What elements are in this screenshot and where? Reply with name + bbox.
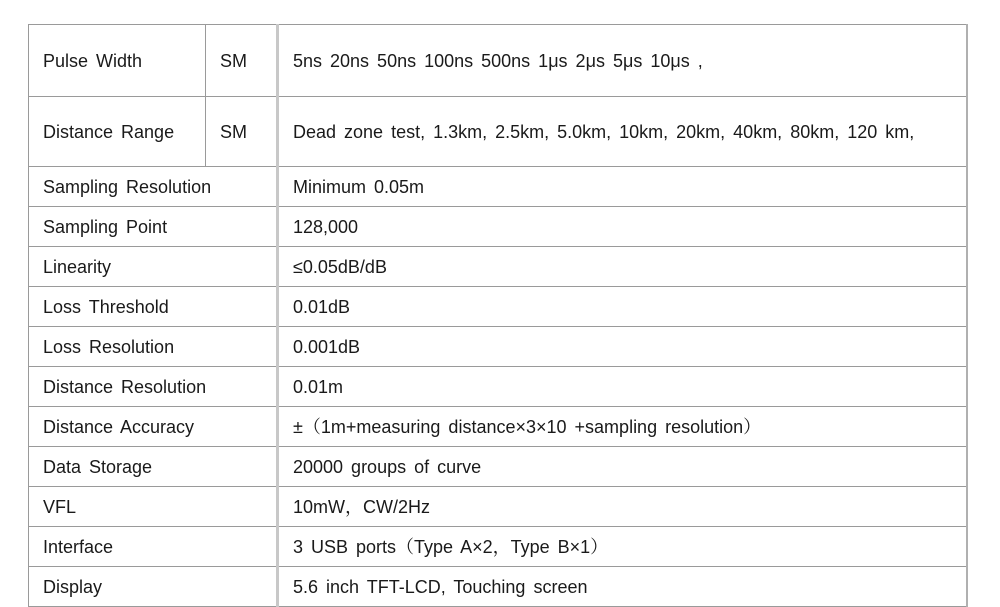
spec-value: 3 USB ports（Type A×2，Type B×1）: [278, 527, 968, 567]
spec-label: Display: [29, 567, 278, 607]
spec-value: 128,000: [278, 207, 968, 247]
table-row: [29, 327, 968, 367]
spec-value: ±（1m+measuring distance×3×10 +sampling resolution）: [278, 407, 968, 447]
spec-value: 0.01m: [278, 367, 968, 407]
spec-value: 0.01dB: [278, 287, 968, 327]
spec-table: [28, 24, 968, 607]
table-row: [29, 447, 968, 487]
spec-label: Sampling Point: [29, 207, 278, 247]
spec-label: Linearity: [29, 247, 278, 287]
spec-sublabel: SM: [206, 97, 278, 167]
spec-sublabel: SM: [206, 25, 278, 97]
spec-label: Loss Resolution: [29, 327, 278, 367]
table-row: [29, 207, 968, 247]
spec-label: VFL: [29, 487, 278, 527]
table-row: [29, 487, 968, 527]
spec-label: Interface: [29, 527, 278, 567]
spec-value: 0.001dB: [278, 327, 968, 367]
table-row: [29, 97, 968, 167]
table-row: [29, 527, 968, 567]
spec-label: Data Storage: [29, 447, 278, 487]
spec-value: Minimum 0.05m: [278, 167, 968, 207]
spec-value: 5ns 20ns 50ns 100ns 500ns 1μs 2μs 5μs 10μs ,: [278, 25, 968, 97]
table-row: [29, 567, 968, 607]
table-row: [29, 367, 968, 407]
table-row: [29, 167, 968, 207]
table-row: [29, 287, 968, 327]
spec-label: Sampling Resolution: [29, 167, 278, 207]
spec-label: Pulse Width: [29, 25, 206, 97]
spec-value: 5.6 inch TFT-LCD, Touching screen: [278, 567, 968, 607]
spec-value: ≤0.05dB/dB: [278, 247, 968, 287]
table-row: [29, 25, 968, 97]
table-row: [29, 247, 968, 287]
spec-label: Loss Threshold: [29, 287, 278, 327]
spec-label: Distance Accuracy: [29, 407, 278, 447]
spec-value: 10mW，CW/2Hz: [278, 487, 968, 527]
table-row: [29, 407, 968, 447]
spec-value: Dead zone test, 1.3km, 2.5km, 5.0km, 10km, 20km, 40km, 80km, 120 km,: [278, 97, 968, 167]
spec-label: Distance Resolution: [29, 367, 278, 407]
spec-value: 20000 groups of curve: [278, 447, 968, 487]
spec-label: Distance Range: [29, 97, 206, 167]
